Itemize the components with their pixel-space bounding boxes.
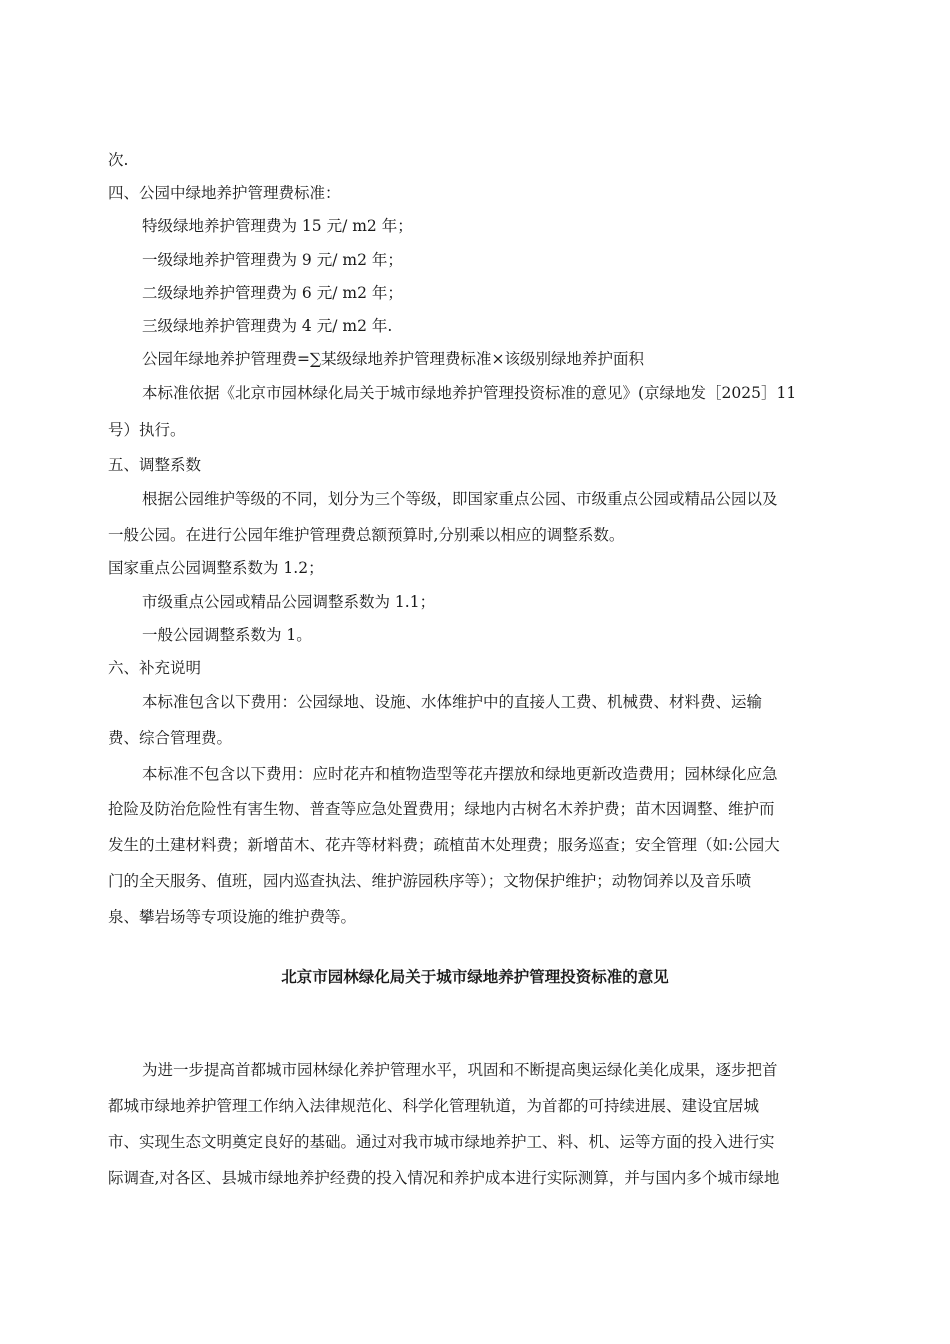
opinion-para-line3: 市、实现生态文明奠定良好的基础。通过对我市城市绿地养护工、料、机、运等方面的投入进行实	[108, 1133, 775, 1151]
opinion-para-line1: 为进一步提高首都城市园林绿化养护管理水平，巩固和不断提高奥运绿化美化成果，逐步把首	[142, 1061, 778, 1079]
section-four-heading: 四、公园中绿地养护管理费标准：	[108, 184, 341, 202]
opinion-title: 北京市园林绿化局关于城市绿地养护管理投资标准的意见	[281, 968, 669, 986]
opinion-para-line2: 都城市绿地养护管理工作纳入法律规范化、科学化管理轨道，为首都的可持续进展、建设宜居城	[108, 1097, 760, 1115]
section-six-para2-line2: 抢险及防治危险性有害生物、普查等应急处置费用；绿地内古树名木养护费；苗木因调整、维护而	[108, 800, 775, 818]
fee-second-grade: 二级绿地养护管理费为 6 元/ m2 年；	[142, 284, 403, 302]
section-six-para1-line1: 本标准包含以下费用：公园绿地、设施、水体维护中的直接人工费、机械费、材料费、运输	[142, 693, 763, 711]
basis-text-line2: 号）执行。	[108, 421, 186, 439]
fee-third-grade: 三级绿地养护管理费为 4 元/ m2 年.	[142, 317, 393, 335]
coefficient-general: 一般公园调整系数为 1。	[142, 626, 312, 644]
opinion-para-line4: 际调查,对各区、县城市绿地养护经费的投入情况和养护成本进行实际测算，并与国内多个城市绿地	[108, 1169, 780, 1187]
section-five-para-line1: 根据公园维护等级的不同，划分为三个等级，即国家重点公园、市级重点公园或精品公园以及	[142, 490, 778, 508]
section-six-para2-line4: 门的全天服务、值班，园内巡查执法、维护游园秩序等）；文物保护维护；动物饲养以及音乐喷	[108, 872, 752, 890]
fee-formula: 公园年绿地养护管理费=∑某级绿地养护管理费标准×该级别绿地养护面积	[142, 350, 645, 368]
fee-first-grade: 一级绿地养护管理费为 9 元/ m2 年；	[142, 251, 403, 269]
section-five-para-line2: 一般公园。在进行公园年维护管理费总额预算时,分别乘以相应的调整系数。	[108, 526, 625, 544]
section-six-para2-line5: 泉、攀岩场等专项设施的维护费等。	[108, 908, 357, 926]
coefficient-national: 国家重点公园调整系数为 1.2；	[108, 559, 324, 577]
basis-text-line1: 本标准依据《北京市园林绿化局关于城市绿地养护管理投资标准的意见》(京绿地发［2025］11	[142, 384, 797, 402]
section-six-heading: 六、补充说明	[108, 659, 202, 677]
section-five-heading: 五、调整系数	[108, 456, 202, 474]
continuation-text: 次.	[108, 151, 129, 169]
fee-special-grade: 特级绿地养护管理费为 15 元/ m2 年；	[142, 217, 413, 235]
coefficient-municipal: 市级重点公园或精品公园调整系数为 1.1；	[142, 593, 436, 611]
section-six-para1-line2: 费、综合管理费。	[108, 729, 233, 747]
section-six-para2-line3: 发生的土建材料费；新增苗木、花卉等材料费；疏植苗木处理费；服务巡查；安全管理（如:公园大	[108, 836, 780, 854]
section-six-para2-line1: 本标准不包含以下费用：应时花卉和植物造型等花卉摆放和绿地更新改造费用；园林绿化应急	[142, 765, 778, 783]
